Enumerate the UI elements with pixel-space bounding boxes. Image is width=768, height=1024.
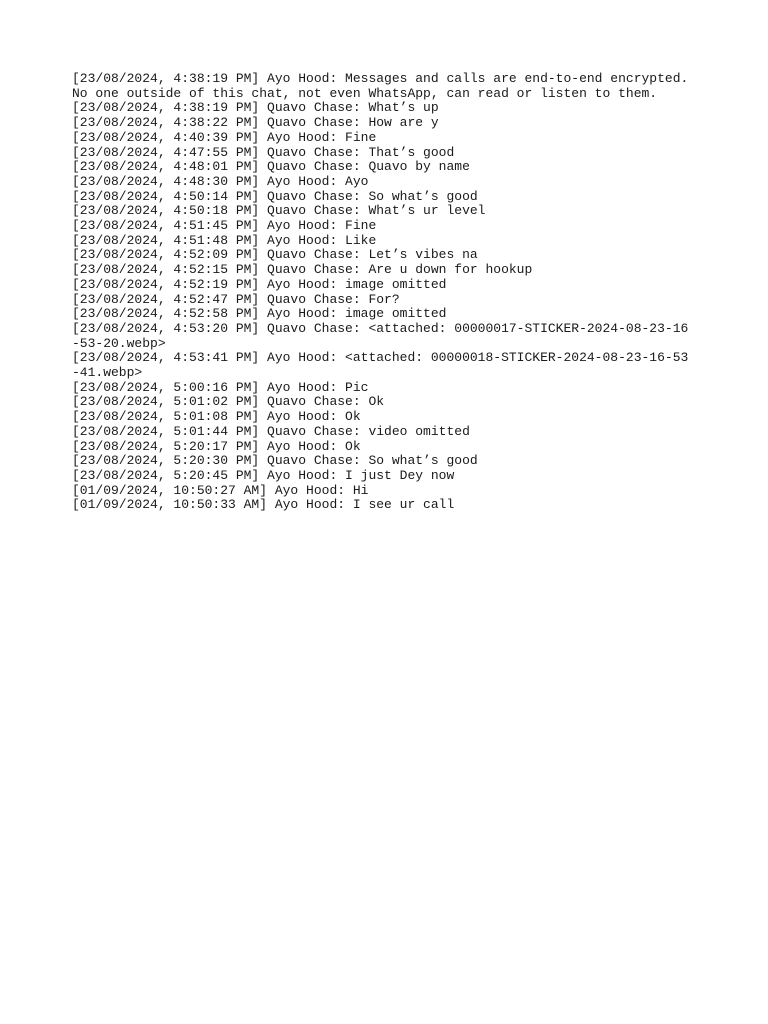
chat-transcript: [72, 72, 696, 513]
chat-message-line: [23/08/2024, 5:00:16 PM] Ayo Hood: Pic: [72, 379, 369, 395]
chat-message-line: [23/08/2024, 4:52:19 PM] Ayo Hood: image omitted: [72, 276, 447, 292]
chat-message-line: [23/08/2024, 5:01:44 PM] Quavo Chase: video omitted: [72, 423, 470, 439]
chat-message-line: [01/09/2024, 10:50:33 AM] Ayo Hood: I see ur call: [72, 497, 455, 513]
chat-message-line: [23/08/2024, 4:48:01 PM] Quavo Chase: Quavo by name: [72, 159, 470, 175]
chat-message-line: [23/08/2024, 5:20:45 PM] Ayo Hood: I just Dey now: [72, 467, 455, 483]
chat-message-line: [23/08/2024, 4:52:09 PM] Quavo Chase: Let’s vibes na: [72, 247, 478, 263]
chat-message-line: [23/08/2024, 5:20:17 PM] Ayo Hood: Ok: [72, 438, 361, 454]
chat-message-line: [23/08/2024, 4:40:39 PM] Ayo Hood: Fine: [72, 129, 377, 145]
chat-message-line: [23/08/2024, 4:52:47 PM] Quavo Chase: For?: [72, 291, 400, 307]
chat-message-line: [23/08/2024, 4:50:18 PM] Quavo Chase: What’s ur level: [72, 203, 486, 219]
chat-message-line: [23/08/2024, 4:51:48 PM] Ayo Hood: Like: [72, 232, 377, 248]
chat-message-line: [23/08/2024, 4:53:20 PM] Quavo Chase: <attached: 00000017-STICKER-2024-08-23-16-53-20.webp>: [72, 320, 689, 351]
chat-message-line: [23/08/2024, 4:53:41 PM] Ayo Hood: <attached: 00000018-STICKER-2024-08-23-16-53-41.webp>: [72, 350, 689, 381]
chat-message-line: [23/08/2024, 5:20:30 PM] Quavo Chase: So what’s good: [72, 453, 478, 469]
chat-message-line: [23/08/2024, 4:38:22 PM] Quavo Chase: How are y: [72, 115, 439, 131]
chat-message-line: [23/08/2024, 4:47:55 PM] Quavo Chase: That’s good: [72, 144, 455, 160]
chat-message-line: [01/09/2024, 10:50:27 AM] Ayo Hood: Hi: [72, 482, 369, 498]
chat-message-line: [23/08/2024, 4:38:19 PM] Quavo Chase: What’s up: [72, 100, 439, 116]
chat-message-line: [23/08/2024, 4:50:14 PM] Quavo Chase: So what’s good: [72, 188, 478, 204]
chat-message-line: [23/08/2024, 4:48:30 PM] Ayo Hood: Ayo: [72, 173, 369, 189]
chat-message-line: [23/08/2024, 4:38:19 PM] Ayo Hood: Messages and calls are end-to-end encrypted. No one outside of this chat, not even WhatsApp, can read or listen to them.: [72, 71, 697, 101]
chat-message-line: [23/08/2024, 4:51:45 PM] Ayo Hood: Fine: [72, 218, 377, 234]
chat-message-line: [23/08/2024, 5:01:02 PM] Quavo Chase: Ok: [72, 394, 385, 410]
chat-message-line: [23/08/2024, 4:52:58 PM] Ayo Hood: image omitted: [72, 306, 447, 322]
chat-message-line: [23/08/2024, 4:52:15 PM] Quavo Chase: Are u down for hookup: [72, 262, 533, 278]
chat-message-line: [23/08/2024, 5:01:08 PM] Ayo Hood: Ok: [72, 409, 361, 425]
